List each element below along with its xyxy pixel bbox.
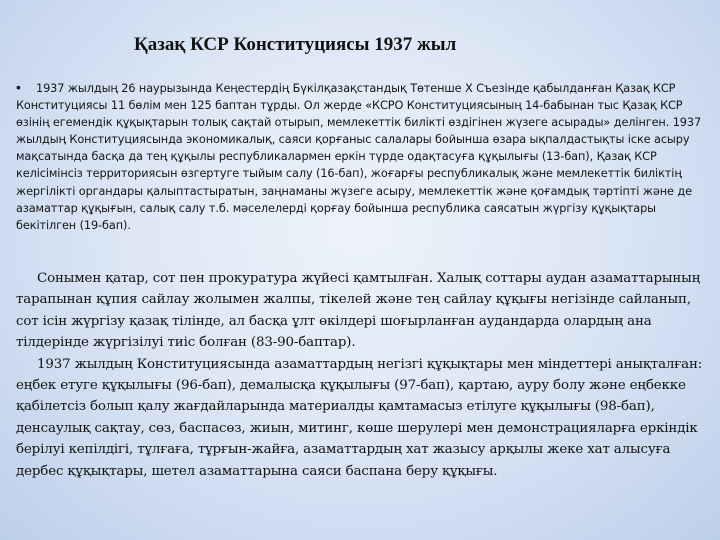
- bullet-point: •: [16, 79, 21, 95]
- body-text: [16, 268, 706, 482]
- slide-title: Қазақ КСР Конституциясы 1937 жыл: [134, 34, 457, 55]
- bullet-paragraph: 1937 жылдың 26 наурызында Кеңестердің Бүкілқазақстандық Төтенше Х Съезінде қабылданған Қазақ КСР Конституциясы 11 бөлім мен 125 баптан тұрды. Ол жерде «КСРО Конституциясының 14-бабынан тыс Қазақ КСР өзінің егемендік құқықтарын толық сақтай отырып, мемлекеттік билікті өздігінен жүзеге асырады» делінген. 1937 жылдың Конституциясында экономикалық, саяси қорғаныс салалары бойынша өзара ықпалдастықты іске асыру мақсатында басқа да тең құқылы республикалармен еркін түрде одақтасуға құқылығы (13-бап), Қазақ КСР келісімінсіз территориясын өзгертуге тыйым салу (16-бап), жоғарғы республикалық және мемлекеттік биліктің жергілікті органдары қалыптастыратын, заңнаманы жүзеге асыру, мемлекеттік және қоғамдық тәртіпті және де азаматтар құқығын, салық салу т.б. мәселелерді қорғау бойынша республика саясатын жүргізу құқықтары бекітілген (19-бап).: [16, 82, 702, 232]
- paragraph-rights: 1937 жылдың Конституциясында азаматтардың негізгі құқықтары мен міндеттері анықталған: еңбек етуге құқылығы (96-бап), демалысқа құқылығы (97-бап), қартаю, ауру болу және еңбекке қабілетсіз болып қалу жағдайларында материалды қамтамасыз етілуге құқылығы (98-бап), денсаулық сақтау, сөз, баспасөз, жиын, митинг, көше шерулері мен демонстрацияларға еркіндік берілуі кепілдігі, тұлғаға, тұрғын-жайға, азаматтардың хат жазысу арқылы жеке хат алысуға дербес құқықтары, шетел азаматтарына саяси баспана беру құқығы.: [16, 356, 703, 479]
- paragraph-courts: Сонымен қатар, сот пен прокуратура жүйесі қамтылған. Халық соттары аудан азаматтарының тарапынан құпия сайлау жолымен жалпы, тікелей және тең сайлау құқығы негізінде сайланып, сот ісін жүргізу қазақ тілінде, ал басқа ұлт өкілдері шоғырланған аудандарда олардың ана тілдерінде жүргізілуі тиіс болған (83-90-баптар).: [16, 271, 701, 351]
